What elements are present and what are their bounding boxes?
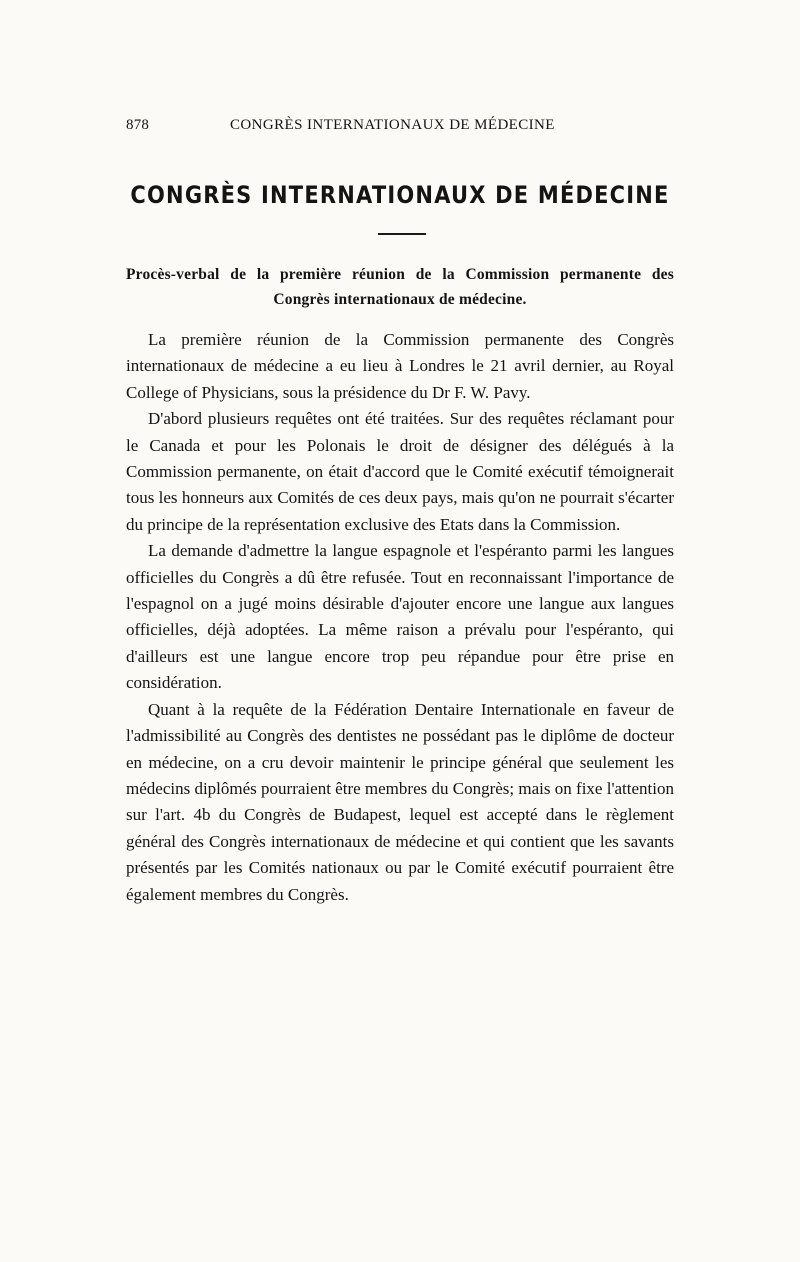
- subtitle: Procès-verbal de la première réunion de la Commission permanente des Congrès internationaux de médecine.: [126, 266, 674, 308]
- section-title: CONGRÈS INTERNATIONAUX DE MÉDECINE: [130, 181, 670, 209]
- body-text: [126, 327, 674, 908]
- running-title: CONGRÈS INTERNATIONAUX DE MÉDECINE: [230, 117, 555, 133]
- title-divider: [378, 233, 426, 235]
- paragraph: La demande d'admettre la langue espagnole et l'espéranto parmi les langues officielles du Congrès a dû être refusée. Tout en reconnaissant l'importance de l'espagnol on a jugé moins désirable d'ajouter encore une langue aux langues officielles, déjà adoptées. La même raison a prévalu pour l'espéranto, qui d'ailleurs est une langue encore trop peu répandue pour être prise en considération.: [126, 541, 674, 693]
- paragraph: La première réunion de la Commission permanente des Congrès internationaux de médecine a eu lieu à Londres le 21 avril dernier, au Royal College of Physicians, sous la présidence du Dr F. W. Pavy.: [126, 330, 674, 402]
- paragraph: Quant à la requête de la Fédération Dentaire Internationale en faveur de l'admissibilité au Congrès des dentistes ne possédant pas le diplôme de docteur en médecine, on a cru devoir maintenir le principe général que seulement les médecins diplômés pourraient être membres du Congrès; mais on fixe l'attention sur l'art. 4b du Congrès de Budapest, lequel est accepté dans le règlement général des Congrès internationaux de médecine et qui contient que les savants présentés par les Comités nationaux ou par le Comité exécutif pourraient être également membres du Congrès.: [126, 699, 674, 904]
- page-number: 878: [126, 117, 150, 133]
- paragraph: D'abord plusieurs requêtes ont été traitées. Sur des requêtes réclamant pour le Canada et pour les Polonais le droit de désigner des délégués à la Commission permanente, on était d'accord que le Comité exécutif témoignerait tous les honneurs aux Comités de ces deux pays, mais qu'on ne pourrait s'écarter du principe de la représentation exclusive des Etats dans la Commission.: [126, 409, 674, 534]
